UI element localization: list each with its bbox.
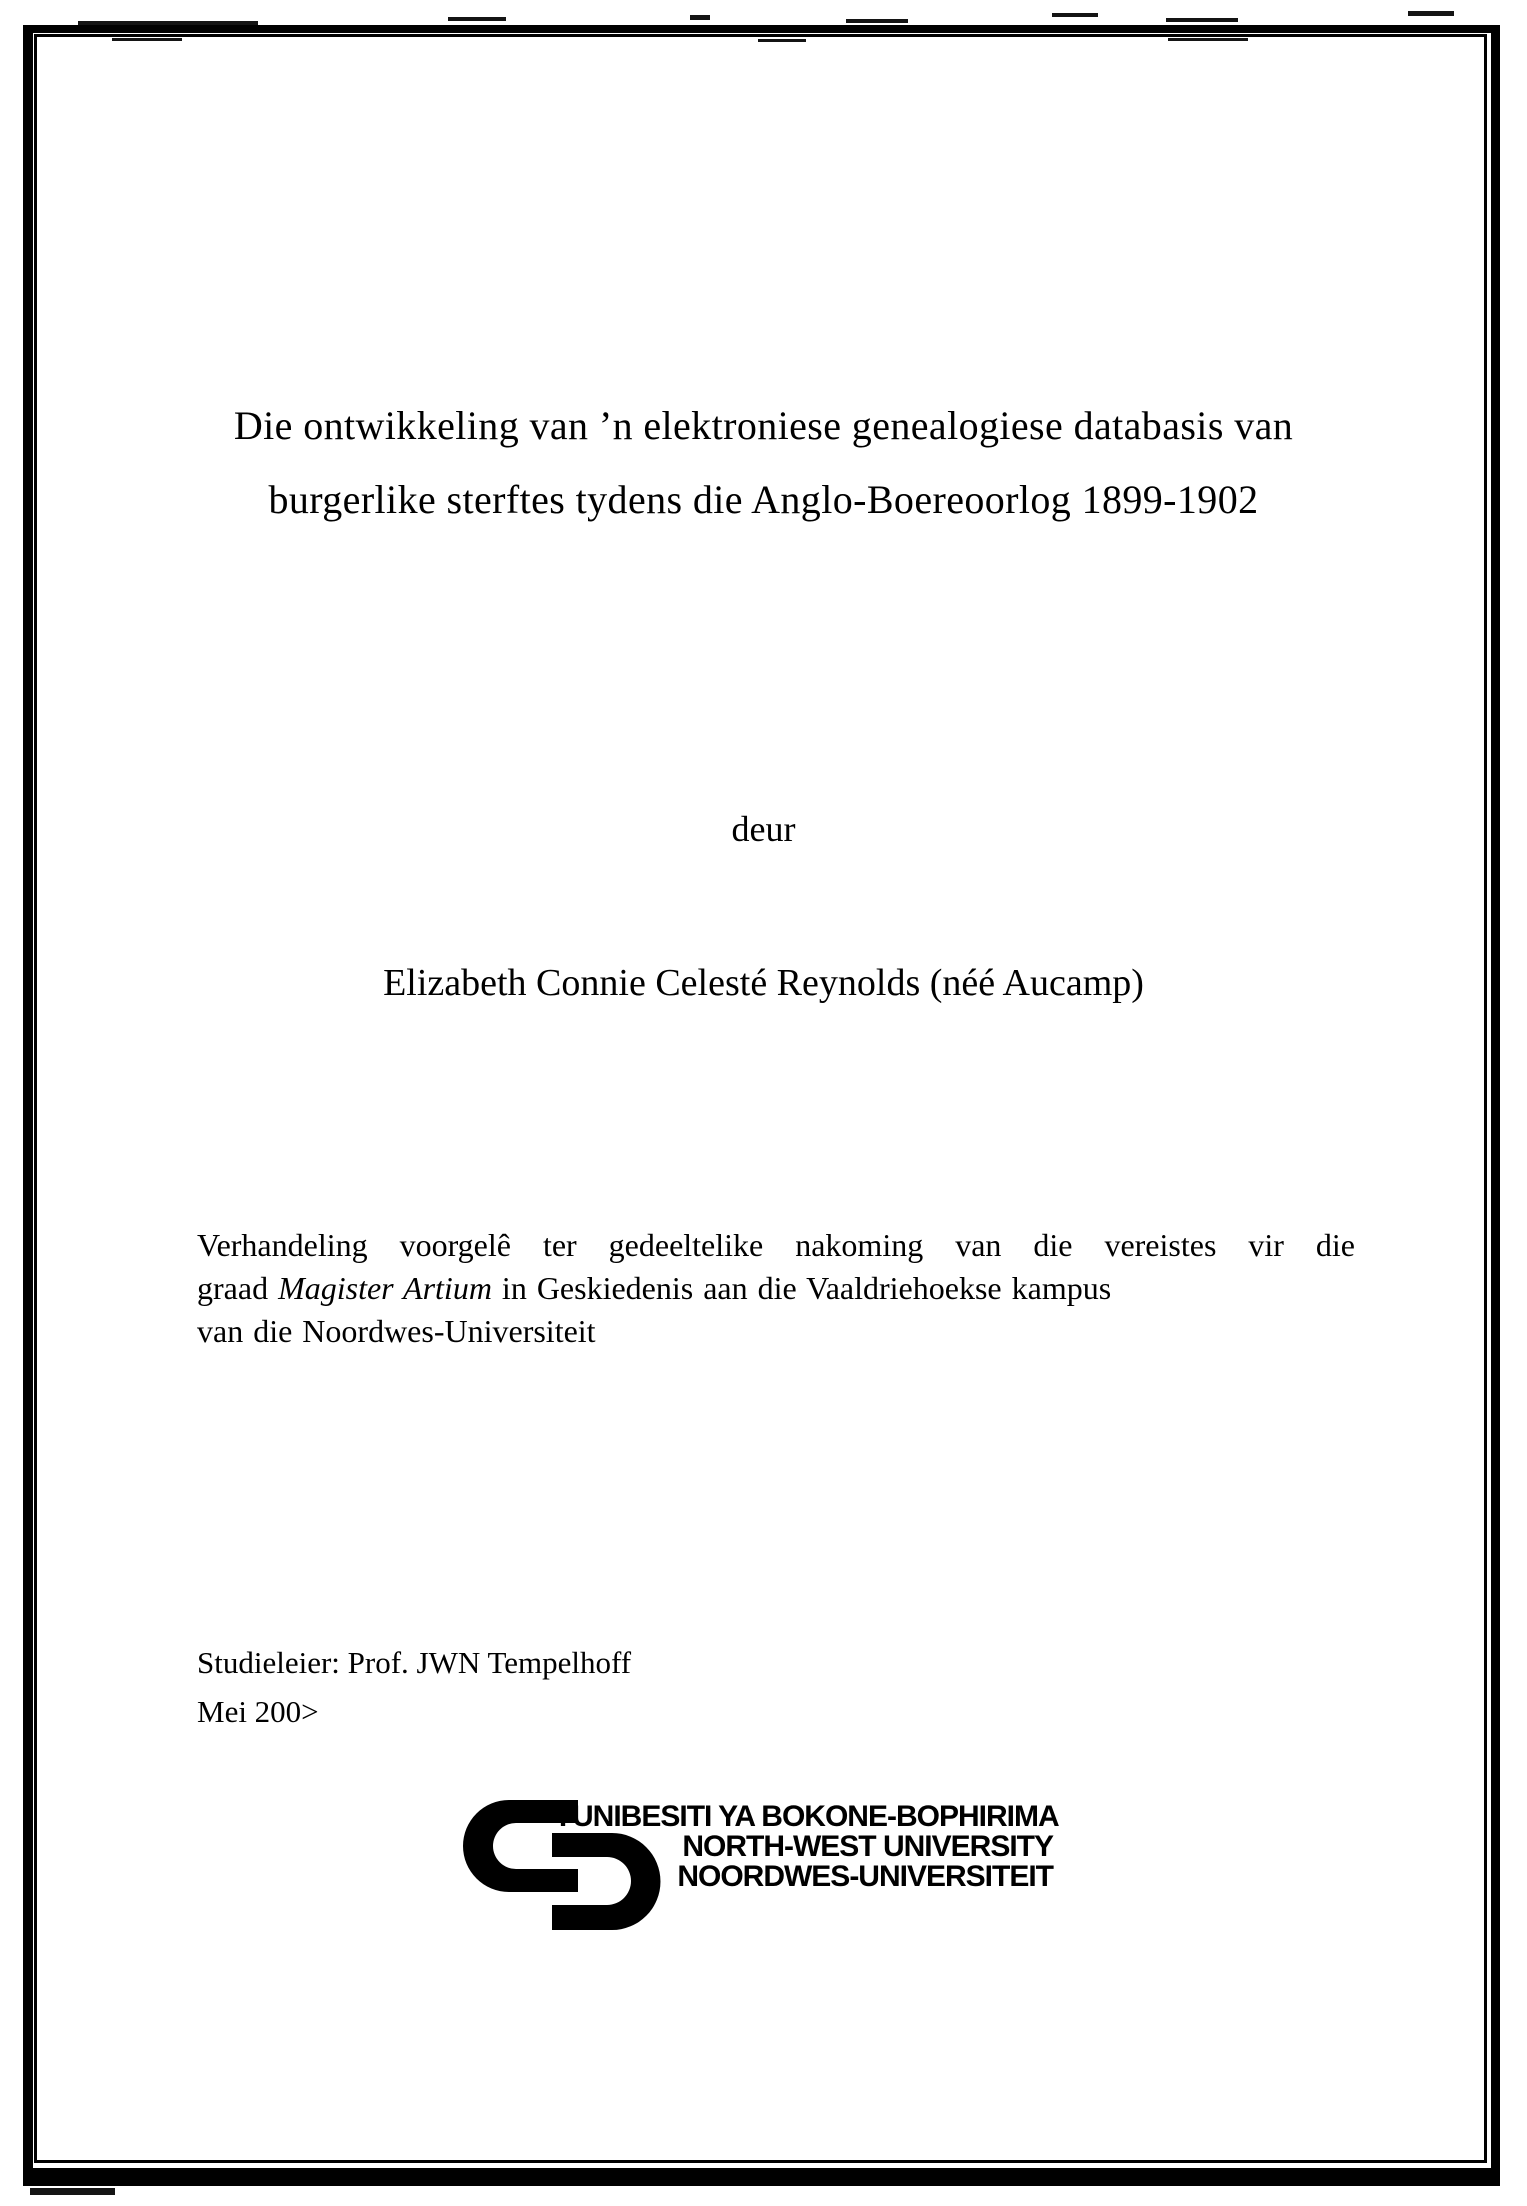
scan-artifact-mark bbox=[112, 38, 182, 41]
scan-artifact-mark bbox=[448, 17, 506, 21]
declaration-line-1: Verhandeling voorgelê ter gedeeltelike nakoming van die vereistes vir die bbox=[197, 1227, 1355, 1263]
scan-artifact-mark bbox=[1052, 13, 1098, 17]
nwu-logo-wordmark bbox=[553, 1800, 1059, 1893]
page-title-line-2: burgerlike sterftes tydens die Anglo-Boereoorlog 1899-1902 bbox=[268, 477, 1259, 522]
scan-artifact-mark bbox=[846, 19, 908, 23]
scan-artifact-mark bbox=[30, 2188, 115, 2195]
declaration-line-2-post: in Geskiedenis aan die Vaaldriehoekse kampus bbox=[491, 1270, 1112, 1306]
scan-artifact-mark bbox=[758, 39, 806, 42]
declaration-line-2 bbox=[197, 1267, 1355, 1310]
scan-artifact-mark bbox=[1168, 38, 1248, 41]
declaration-line-2-pre: graad bbox=[197, 1270, 279, 1306]
author-name: Elizabeth Connie Celesté Reynolds (néé Aucamp) bbox=[383, 962, 1144, 1004]
scan-artifact-mark bbox=[1408, 11, 1454, 16]
declaration-line-3: van die Noordwes-Universiteit bbox=[197, 1313, 596, 1349]
logo-line-english: NORTH-WEST UNIVERSITY bbox=[682, 1830, 1053, 1863]
byline-deur: deur bbox=[731, 809, 796, 849]
date-line: Mei 200> bbox=[197, 1694, 319, 1729]
page-title-line-1: Die ontwikkeling van ’n elektroniese genealogiese databasis van bbox=[233, 403, 1294, 448]
logo-line-setswana: YUNIBESITI YA BOKONE-BOPHIRIMA bbox=[553, 1800, 1059, 1833]
supervisor-line: Studieleier: Prof. JWN Tempelhoff bbox=[197, 1645, 632, 1680]
degree-name-italic: Magister Artium bbox=[278, 1270, 492, 1306]
scan-artifact-mark bbox=[690, 15, 710, 20]
logo-line-afrikaans: NOORDWES-UNIVERSITEIT bbox=[677, 1860, 1053, 1893]
scan-artifact-mark bbox=[1166, 18, 1238, 22]
degree-declaration-paragraph bbox=[197, 1224, 1355, 1353]
scan-artifact-mark bbox=[78, 21, 258, 26]
